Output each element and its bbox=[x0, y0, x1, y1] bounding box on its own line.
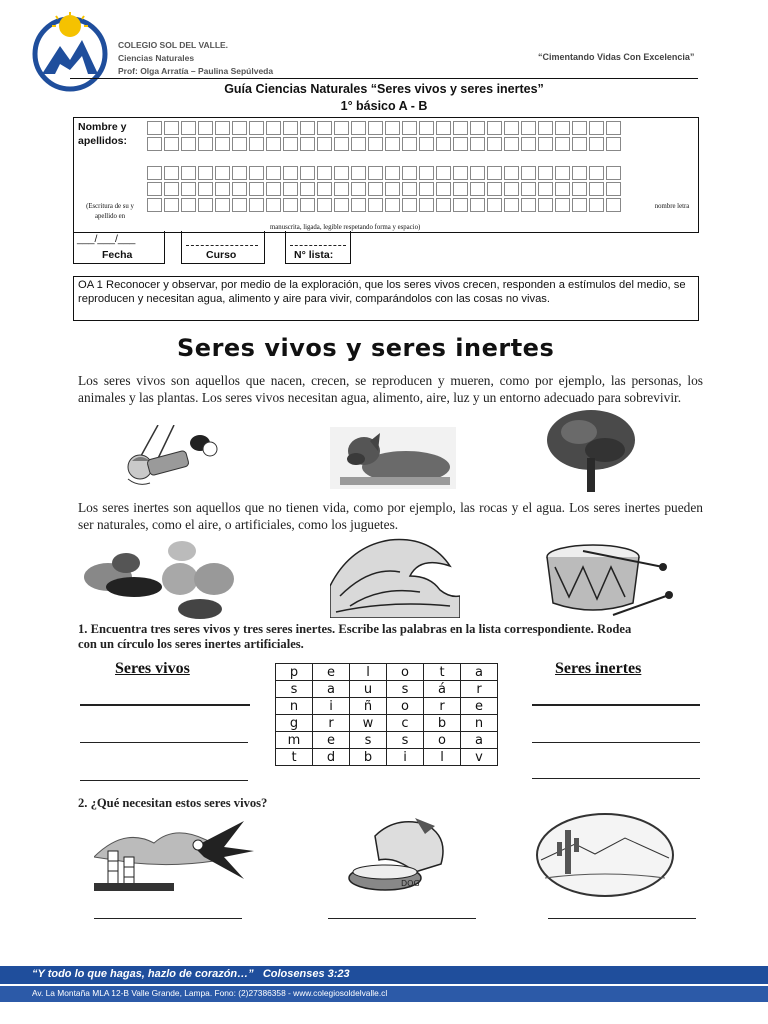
word-search-row bbox=[276, 698, 498, 715]
word-search-letter[interactable]: r bbox=[424, 698, 461, 715]
letter-cell[interactable] bbox=[589, 198, 604, 212]
letter-cell[interactable] bbox=[504, 137, 519, 151]
living-answer-line-2[interactable] bbox=[80, 742, 248, 743]
word-search-letter[interactable]: l bbox=[424, 749, 461, 766]
letter-cell[interactable] bbox=[538, 121, 553, 135]
letter-cell[interactable] bbox=[164, 166, 179, 180]
footer-quote: “Y todo lo que hagas, hazlo de corazón…” Colosenses 3:23 bbox=[32, 968, 350, 980]
letter-cell[interactable] bbox=[351, 121, 366, 135]
word-search-row bbox=[276, 681, 498, 698]
letter-cell[interactable] bbox=[572, 182, 587, 196]
letter-cell[interactable] bbox=[334, 121, 349, 135]
letter-cell[interactable] bbox=[453, 198, 468, 212]
letter-cell[interactable] bbox=[436, 121, 451, 135]
letter-cell[interactable] bbox=[147, 121, 162, 135]
letter-cell[interactable] bbox=[436, 182, 451, 196]
letter-cell[interactable] bbox=[317, 182, 332, 196]
letter-cell[interactable] bbox=[504, 182, 519, 196]
word-search-letter[interactable]: a bbox=[313, 681, 350, 698]
letter-cell[interactable] bbox=[385, 121, 400, 135]
letter-cell[interactable] bbox=[555, 166, 570, 180]
course-line bbox=[186, 245, 258, 246]
inert-column-heading: Seres inertes bbox=[555, 660, 642, 677]
letter-cell[interactable] bbox=[198, 198, 213, 212]
living-answer-line-1[interactable] bbox=[80, 704, 250, 706]
letter-cell[interactable] bbox=[419, 198, 434, 212]
letter-cell[interactable] bbox=[351, 166, 366, 180]
letter-cell[interactable] bbox=[147, 137, 162, 151]
letter-cell[interactable] bbox=[589, 166, 604, 180]
word-search-letter[interactable]: b bbox=[424, 715, 461, 732]
rocks-photo bbox=[82, 535, 238, 621]
letter-cell[interactable] bbox=[232, 182, 247, 196]
letter-cell[interactable] bbox=[249, 166, 264, 180]
word-search-letter[interactable]: w bbox=[350, 715, 387, 732]
name-grid-row-1[interactable] bbox=[147, 121, 623, 135]
letter-cell[interactable] bbox=[419, 182, 434, 196]
desert-landscape-illustration bbox=[535, 812, 675, 898]
header-divider bbox=[70, 78, 698, 79]
name-grid-row-5[interactable] bbox=[147, 198, 623, 212]
letter-cell[interactable] bbox=[436, 166, 451, 180]
letter-cell[interactable] bbox=[215, 166, 230, 180]
letter-cell[interactable] bbox=[317, 121, 332, 135]
letter-cell[interactable] bbox=[266, 137, 281, 151]
letter-cell[interactable] bbox=[470, 166, 485, 180]
letter-cell[interactable] bbox=[555, 182, 570, 196]
name-box bbox=[73, 117, 699, 233]
letter-cell[interactable] bbox=[232, 166, 247, 180]
letter-cell[interactable] bbox=[198, 166, 213, 180]
letter-cell[interactable] bbox=[555, 198, 570, 212]
letter-cell[interactable] bbox=[300, 137, 315, 151]
letter-cell[interactable] bbox=[521, 166, 536, 180]
word-search-letter[interactable]: a bbox=[461, 664, 498, 681]
word-search-letter[interactable]: o bbox=[387, 664, 424, 681]
letter-cell[interactable] bbox=[453, 121, 468, 135]
name-grid-row-3[interactable] bbox=[147, 166, 623, 180]
letter-cell[interactable] bbox=[317, 166, 332, 180]
word-search-letter[interactable]: s bbox=[276, 681, 313, 698]
letter-cell[interactable] bbox=[589, 137, 604, 151]
inert-answer-line-3[interactable] bbox=[532, 778, 700, 779]
motto: “Cimentando Vidas Con Excelencia” bbox=[538, 52, 695, 62]
name-grid-row-2[interactable] bbox=[147, 137, 623, 151]
letter-cell[interactable] bbox=[249, 137, 264, 151]
list-number-field[interactable] bbox=[285, 231, 351, 264]
letter-cell[interactable] bbox=[572, 137, 587, 151]
word-search-letter[interactable]: s bbox=[350, 732, 387, 749]
letter-cell[interactable] bbox=[317, 137, 332, 151]
letter-cell[interactable] bbox=[453, 166, 468, 180]
letter-cell[interactable] bbox=[164, 137, 179, 151]
word-search-row bbox=[276, 715, 498, 732]
word-search-letter[interactable]: t bbox=[424, 664, 461, 681]
course-field[interactable] bbox=[181, 231, 265, 264]
word-search-letter[interactable]: o bbox=[424, 732, 461, 749]
letter-cell[interactable] bbox=[164, 198, 179, 212]
letter-cell[interactable] bbox=[487, 198, 502, 212]
letter-cell[interactable] bbox=[521, 137, 536, 151]
word-search-letter[interactable]: t bbox=[276, 749, 313, 766]
living-answer-line-3[interactable] bbox=[80, 780, 248, 781]
letter-cell[interactable] bbox=[266, 121, 281, 135]
letter-cell[interactable] bbox=[334, 137, 349, 151]
letter-cell[interactable] bbox=[385, 198, 400, 212]
word-search-letter[interactable]: i bbox=[387, 749, 424, 766]
letter-cell[interactable] bbox=[368, 137, 383, 151]
letter-cell[interactable] bbox=[402, 166, 417, 180]
letter-cell[interactable] bbox=[147, 198, 162, 212]
word-search-letter[interactable]: e bbox=[461, 698, 498, 715]
factory-and-eagle-illustration bbox=[94, 817, 260, 891]
letter-cell[interactable] bbox=[300, 166, 315, 180]
word-search-letter[interactable]: i bbox=[313, 698, 350, 715]
letter-cell[interactable] bbox=[283, 137, 298, 151]
inert-answer-line-1[interactable] bbox=[532, 704, 700, 706]
letter-cell[interactable] bbox=[402, 137, 417, 151]
letter-cell[interactable] bbox=[487, 182, 502, 196]
letter-cell[interactable] bbox=[606, 182, 621, 196]
letter-cell[interactable] bbox=[266, 198, 281, 212]
word-search-letter[interactable]: á bbox=[424, 681, 461, 698]
letter-cell[interactable] bbox=[606, 198, 621, 212]
letter-cell[interactable] bbox=[606, 137, 621, 151]
word-search-letter[interactable]: n bbox=[276, 698, 313, 715]
letter-cell[interactable] bbox=[521, 182, 536, 196]
letter-cell[interactable] bbox=[351, 182, 366, 196]
word-search-letter[interactable]: n bbox=[461, 715, 498, 732]
letter-cell[interactable] bbox=[470, 182, 485, 196]
school-logo bbox=[30, 12, 110, 92]
word-search-letter[interactable]: e bbox=[313, 732, 350, 749]
letter-cell[interactable] bbox=[232, 137, 247, 151]
paragraph-living-things: Los seres vivos son aquellos que nacen, crecen, se reproducen y mueren, como por ejemplo, las personas, los animales y las plantas. Los seres vivos necesitan agua, alimento, aire, luz y un entorno adecuado para sobrevivir. bbox=[78, 373, 703, 405]
word-search-letter[interactable]: a bbox=[461, 732, 498, 749]
letter-cell[interactable] bbox=[351, 198, 366, 212]
word-search-row bbox=[276, 664, 498, 681]
letter-cell[interactable] bbox=[198, 182, 213, 196]
letter-cell[interactable] bbox=[487, 166, 502, 180]
letter-cell[interactable] bbox=[606, 166, 621, 180]
letter-cell[interactable] bbox=[164, 182, 179, 196]
answer-line-animal[interactable] bbox=[328, 918, 476, 919]
letter-cell[interactable] bbox=[504, 166, 519, 180]
letter-cell[interactable] bbox=[538, 182, 553, 196]
name-label: Nombre y apellidos: bbox=[78, 121, 128, 147]
inert-answer-line-2[interactable] bbox=[532, 742, 700, 743]
letter-cell[interactable] bbox=[368, 121, 383, 135]
word-search-letter[interactable]: r bbox=[313, 715, 350, 732]
list-line bbox=[290, 245, 346, 246]
letter-cell[interactable] bbox=[453, 137, 468, 151]
word-search-letter[interactable]: o bbox=[387, 698, 424, 715]
letter-cell[interactable] bbox=[334, 182, 349, 196]
letter-cell[interactable] bbox=[215, 121, 230, 135]
letter-cell[interactable] bbox=[249, 182, 264, 196]
word-search-letter[interactable]: p bbox=[276, 664, 313, 681]
worksheet-heading: Seres vivos y seres inertes bbox=[177, 334, 555, 362]
letter-cell[interactable] bbox=[334, 166, 349, 180]
letter-cell[interactable] bbox=[470, 137, 485, 151]
page-subtitle: 1° básico A - B bbox=[340, 99, 428, 113]
letter-cell[interactable] bbox=[198, 137, 213, 151]
handwriting-note-left: (Escritura de su y apellido en bbox=[86, 203, 134, 220]
question-1: 1. Encuentra tres seres vivos y tres seres inertes. Escribe las palabras en la lista correspondiente. Rodea con un círculo los seres inertes artificiales. bbox=[78, 622, 632, 651]
footer-address-bar bbox=[0, 986, 768, 1002]
answer-line-desert[interactable] bbox=[548, 918, 696, 919]
letter-cell[interactable] bbox=[521, 198, 536, 212]
date-field[interactable] bbox=[73, 231, 165, 264]
word-search-letter[interactable]: g bbox=[276, 715, 313, 732]
footer-quote-bar bbox=[0, 966, 768, 984]
letter-cell[interactable] bbox=[385, 182, 400, 196]
letter-cell[interactable] bbox=[181, 198, 196, 212]
letter-cell[interactable] bbox=[385, 166, 400, 180]
school-info bbox=[118, 39, 273, 78]
letter-cell[interactable] bbox=[249, 198, 264, 212]
letter-cell[interactable] bbox=[181, 182, 196, 196]
letter-cell[interactable] bbox=[572, 121, 587, 135]
letter-cell[interactable] bbox=[181, 137, 196, 151]
letter-cell[interactable] bbox=[521, 121, 536, 135]
course-label: Curso bbox=[206, 249, 237, 261]
letter-cell[interactable] bbox=[147, 182, 162, 196]
letter-cell[interactable] bbox=[147, 166, 162, 180]
letter-cell[interactable] bbox=[538, 137, 553, 151]
word-search-row bbox=[276, 732, 498, 749]
letter-cell[interactable] bbox=[334, 198, 349, 212]
word-search-letter[interactable]: e bbox=[313, 664, 350, 681]
letter-cell[interactable] bbox=[368, 166, 383, 180]
word-search-letter[interactable]: m bbox=[276, 732, 313, 749]
word-search-letter[interactable]: b bbox=[350, 749, 387, 766]
letter-cell[interactable] bbox=[300, 182, 315, 196]
bowl-text: DOG bbox=[401, 879, 420, 888]
word-search-letter[interactable]: r bbox=[461, 681, 498, 698]
letter-cell[interactable] bbox=[419, 121, 434, 135]
letter-cell[interactable] bbox=[232, 121, 247, 135]
letter-cell[interactable] bbox=[198, 121, 213, 135]
letter-cell[interactable] bbox=[249, 121, 264, 135]
letter-cell[interactable] bbox=[572, 198, 587, 212]
letter-cell[interactable] bbox=[402, 121, 417, 135]
name-grid-row-4[interactable] bbox=[147, 182, 623, 196]
letter-cell[interactable] bbox=[436, 137, 451, 151]
letter-cell[interactable] bbox=[181, 121, 196, 135]
letter-cell[interactable] bbox=[300, 121, 315, 135]
letter-cell[interactable] bbox=[164, 121, 179, 135]
letter-cell[interactable] bbox=[453, 182, 468, 196]
letter-cell[interactable] bbox=[538, 198, 553, 212]
handwriting-note-center: manuscrita, ligada, legible respetando forma y espacio) bbox=[270, 224, 421, 231]
letter-cell[interactable] bbox=[487, 121, 502, 135]
footer-address: Av. La Montaña MLA 12-B Valle Grande, Lampa. Fono: (2)27386358 - www.colegiosoldelvalle.cl bbox=[32, 988, 388, 998]
letter-cell[interactable] bbox=[589, 121, 604, 135]
word-search-letter[interactable]: s bbox=[387, 732, 424, 749]
word-search-letter[interactable]: d bbox=[313, 749, 350, 766]
page-title: Guía Ciencias Naturales “Seres vivos y seres inertes” bbox=[224, 82, 544, 96]
letter-cell[interactable] bbox=[487, 137, 502, 151]
wave-illustration bbox=[330, 526, 460, 618]
list-label: N° lista: bbox=[294, 249, 334, 261]
letter-cell[interactable] bbox=[419, 166, 434, 180]
letter-cell[interactable] bbox=[283, 182, 298, 196]
word-search-letter[interactable]: u bbox=[350, 681, 387, 698]
letter-cell[interactable] bbox=[283, 166, 298, 180]
question-2: 2. ¿Qué necesitan estos seres vivos? bbox=[78, 796, 268, 810]
letter-cell[interactable] bbox=[606, 121, 621, 135]
letter-cell[interactable] bbox=[504, 121, 519, 135]
date-blank: ___/___/___ bbox=[77, 233, 136, 245]
school-name: COLEGIO SOL DEL VALLE. bbox=[118, 40, 229, 50]
letter-cell[interactable] bbox=[283, 198, 298, 212]
letter-cell[interactable] bbox=[555, 121, 570, 135]
letter-cell[interactable] bbox=[402, 198, 417, 212]
answer-line-factory[interactable] bbox=[94, 918, 242, 919]
letter-cell[interactable] bbox=[317, 198, 332, 212]
letter-cell[interactable] bbox=[368, 182, 383, 196]
handwriting-note-right: nombre letra bbox=[654, 203, 690, 210]
letter-cell[interactable] bbox=[266, 182, 281, 196]
word-search-letter[interactable]: c bbox=[387, 715, 424, 732]
letter-cell[interactable] bbox=[232, 198, 247, 212]
word-search-letter[interactable]: l bbox=[350, 664, 387, 681]
date-label: Fecha bbox=[102, 249, 133, 261]
letter-cell[interactable] bbox=[555, 137, 570, 151]
letter-cell[interactable] bbox=[181, 166, 196, 180]
letter-cell[interactable] bbox=[385, 137, 400, 151]
letter-cell[interactable] bbox=[215, 182, 230, 196]
letter-cell[interactable] bbox=[589, 182, 604, 196]
letter-cell[interactable] bbox=[283, 121, 298, 135]
letter-cell[interactable] bbox=[266, 166, 281, 180]
letter-cell[interactable] bbox=[215, 198, 230, 212]
word-search-letter[interactable]: v bbox=[461, 749, 498, 766]
word-search-grid bbox=[275, 663, 498, 766]
letter-cell[interactable] bbox=[351, 137, 366, 151]
letter-cell[interactable] bbox=[538, 166, 553, 180]
letter-cell[interactable] bbox=[215, 137, 230, 151]
drum-illustration bbox=[543, 537, 673, 619]
letter-cell[interactable] bbox=[402, 182, 417, 196]
word-search-letter[interactable]: ñ bbox=[350, 698, 387, 715]
child-on-swing-illustration bbox=[118, 425, 218, 493]
letter-cell[interactable] bbox=[572, 166, 587, 180]
letter-cell[interactable] bbox=[368, 198, 383, 212]
objective-text: OA 1 Reconocer y observar, por medio de la exploración, que los seres vivos crecen, responden a estímulos del medio, se reproducen y necesitan agua, alimento y aire para vivir, comparándolos con las cosas no vivas. bbox=[78, 279, 686, 305]
living-column-heading: Seres vivos bbox=[115, 660, 190, 677]
dog-photo bbox=[330, 427, 456, 489]
word-search-letter[interactable]: s bbox=[387, 681, 424, 698]
letter-cell[interactable] bbox=[470, 121, 485, 135]
paragraph-inert-things: Los seres inertes son aquellos que no tienen vida, como por ejemplo, las rocas y el agua. Los seres inertes pueden ser naturales, como el aire, o artificiales, como los juguetes. bbox=[78, 500, 703, 532]
teachers: Prof: Olga Arratía – Paulina Sepúlveda bbox=[118, 66, 274, 76]
animal-eating-illustration bbox=[345, 816, 455, 896]
letter-cell[interactable] bbox=[470, 198, 485, 212]
word-search-row bbox=[276, 749, 498, 766]
letter-cell[interactable] bbox=[300, 198, 315, 212]
letter-cell[interactable] bbox=[419, 137, 434, 151]
letter-cell[interactable] bbox=[436, 198, 451, 212]
tree-illustration bbox=[543, 410, 639, 494]
letter-cell[interactable] bbox=[504, 198, 519, 212]
objective-box bbox=[73, 276, 699, 321]
subject-name: Ciencias Naturales bbox=[118, 53, 195, 63]
